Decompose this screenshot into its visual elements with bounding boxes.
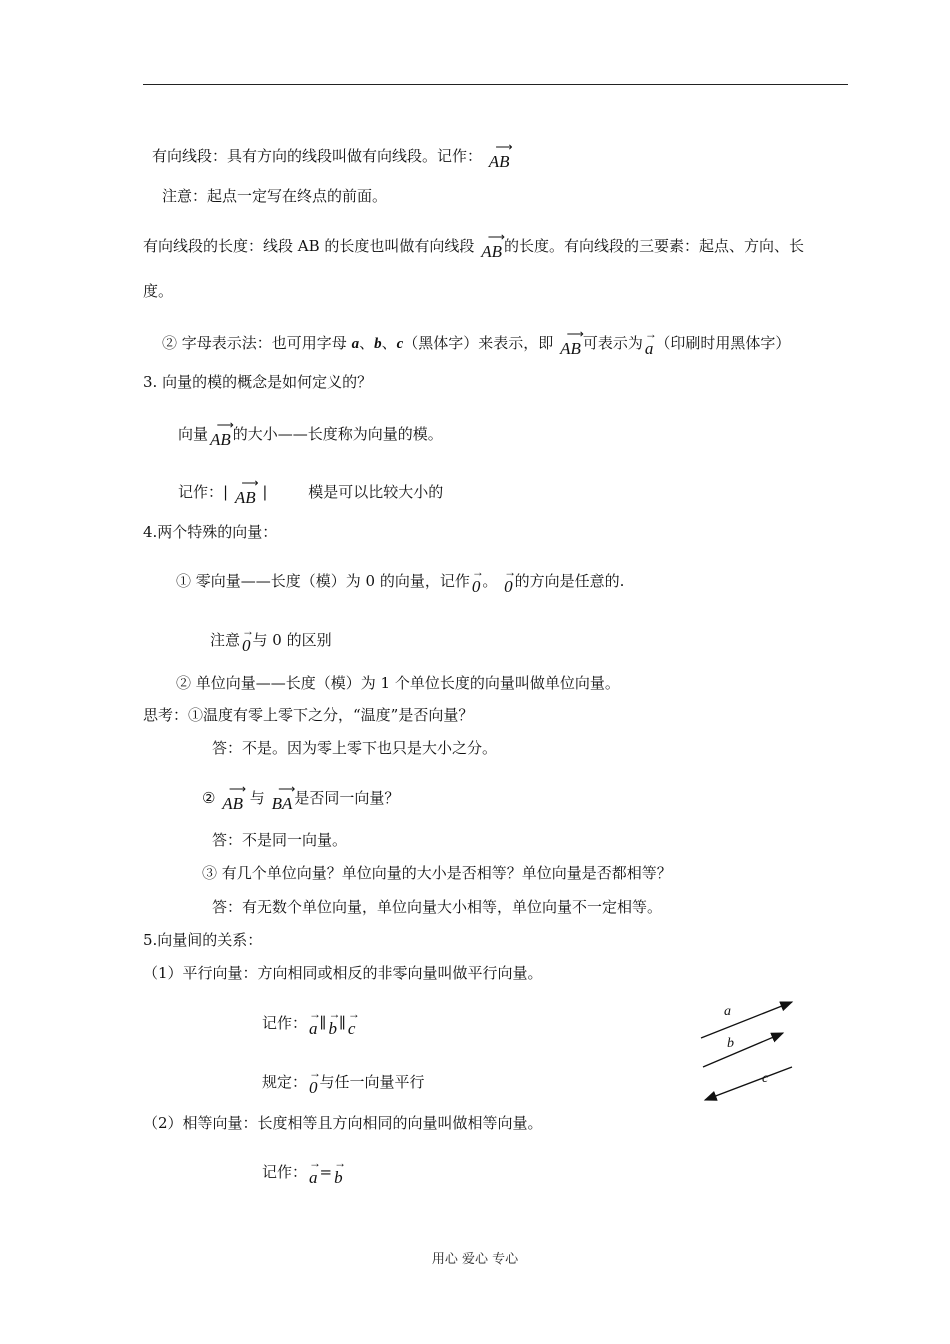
line-think-2: ② ⟶ AB 与 ⟶ BA 是否同一向量？: [202, 782, 400, 813]
line-continuation: 度。: [143, 282, 174, 300]
label-b: b: [727, 1036, 734, 1051]
line-magnitude-def: 向量 ⟶ AB 的大小——长度称为向量的模。: [178, 418, 443, 449]
vector-AB: ⟶ AB: [210, 418, 233, 449]
vector-AB: ⟶ AB: [481, 230, 504, 261]
line-answer-3: 答：有无数个单位向量，单位向量大小相等，单位向量不一定相等。: [212, 898, 663, 916]
line-magnitude-notation: 记作：| ⟶ AB | 模是可以比较大小的: [178, 476, 444, 507]
line-zero-note: 注意 → 0 与 0 的区别: [210, 624, 332, 655]
heading-3: 3. 向量的模的概念是如何定义的？: [143, 373, 373, 391]
heading-4: 4.两个特殊的向量：: [143, 523, 278, 541]
vector-AB: ⟶ AB: [488, 140, 512, 171]
line-parallel-def: （1）平行向量：方向相同或相反的非零向量叫做平行向量。: [143, 964, 543, 982]
line-zero-vector: ① 零向量——长度（模）为 0 的向量，记作 → 0 。 → 0 的方向是任意的.: [176, 565, 625, 596]
vector-a: → a: [309, 1007, 321, 1038]
vector-c-arrow: [705, 1067, 792, 1100]
heading-5: 5.向量间的关系：: [143, 931, 263, 949]
line-unit-vector: ② 单位向量——长度（模）为 1 个单位长度的向量叫做单位向量。: [176, 674, 620, 692]
line-letter-notation: ② 字母表示法：也可用字母 a、b、c（黑体字）来表示，即 ⟶ AB 可表示为 → a （印刷时用黑体字）: [162, 327, 791, 358]
line-segment-length: 有向线段的长度：线段 AB 的长度也叫做有向线段 ⟶ AB 的长度。有向线段的三要素：起点、方向、长: [143, 230, 804, 261]
vector-AB: ⟶ AB: [560, 327, 583, 358]
vector-a: → a: [644, 327, 656, 358]
line-zero-parallel: 规定： → 0 与任一向量平行: [262, 1066, 425, 1097]
label-a: a: [724, 1004, 731, 1019]
line-answer-2: 答：不是同一向量。: [212, 831, 348, 849]
vector-a-arrow: [701, 1002, 792, 1038]
vector-zero: → 0: [309, 1066, 321, 1097]
page-footer: 用心 爱心 专心: [431, 1252, 519, 1267]
vector-zero: → 0: [471, 565, 483, 596]
vector-b-arrow: [703, 1033, 783, 1067]
vector-b: → b: [334, 1156, 346, 1187]
line-think-3: ③ 有几个单位向量？单位向量的大小是否相等？单位向量是否都相等？: [202, 864, 672, 882]
vector-a: → a: [309, 1156, 321, 1187]
vector-AB: ⟶ AB: [234, 476, 258, 507]
line-directed-segment: 有向线段：具有方向的线段叫做有向线段。记作： ⟶ AB: [152, 140, 512, 171]
vector-AB: ⟶ AB: [222, 782, 246, 813]
line-parallel-notation: 记作： → a ∥ → b ∥ → c: [262, 1007, 359, 1038]
line-note-start: 注意：起点一定写在终点的前面。: [162, 187, 388, 205]
header-rule: [143, 84, 848, 85]
label-c: c: [762, 1071, 769, 1086]
vector-zero: → 0: [242, 624, 254, 655]
line-equal-def: （2）相等向量：长度相等且方向相同的向量叫做相等向量。: [143, 1114, 543, 1132]
vector-b: → b: [328, 1007, 340, 1038]
line-think-1: 思考：①温度有零上零下之分，“温度”是否向量？: [143, 706, 474, 724]
line-equal-notation: 记作： → a = → b: [262, 1156, 346, 1187]
vector-zero: → 0: [504, 565, 516, 596]
parallel-vectors-figure: [695, 985, 805, 1105]
line-answer-1: 答：不是。因为零上零下也只是大小之分。: [212, 739, 498, 757]
vector-c: → c: [347, 1007, 359, 1038]
vector-BA: ⟶ BA: [271, 782, 295, 813]
